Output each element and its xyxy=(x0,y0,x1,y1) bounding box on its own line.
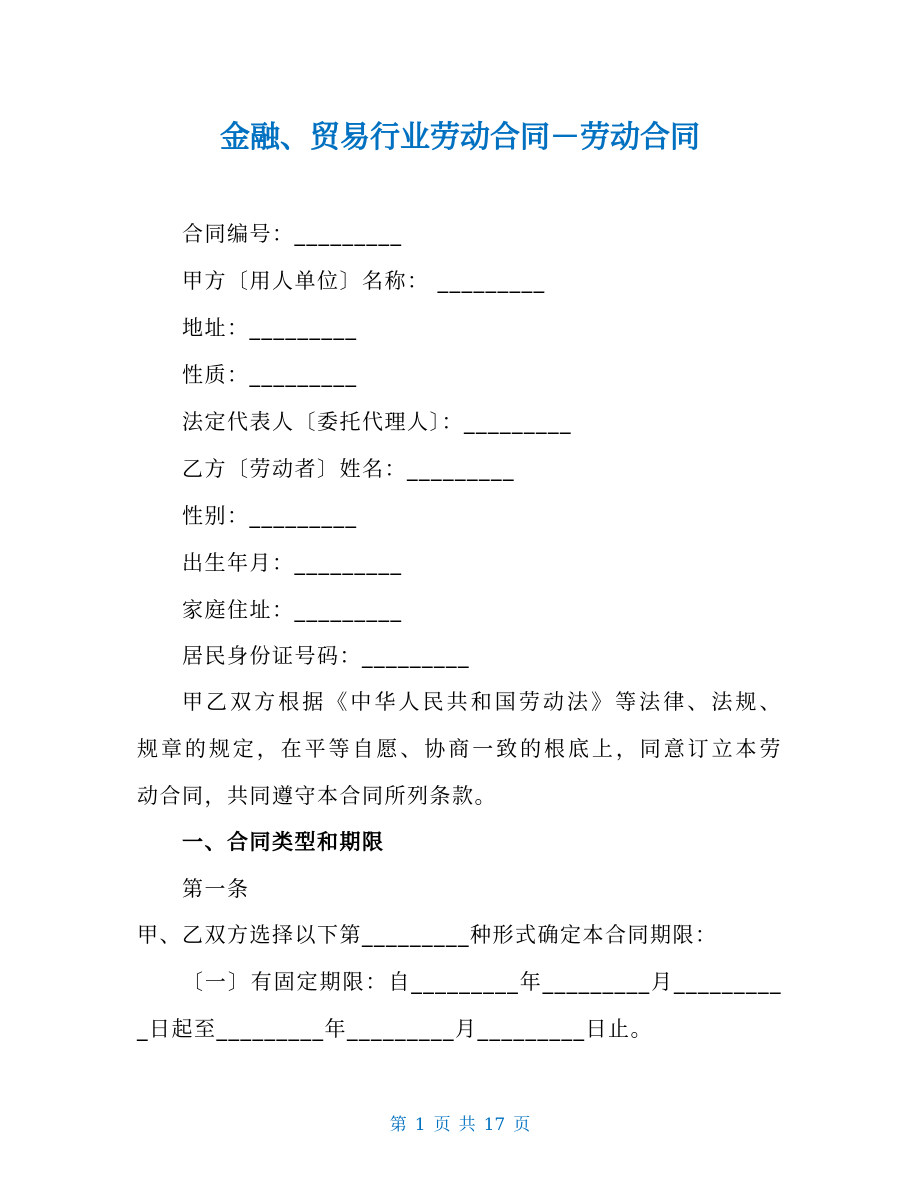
field-gender: 性别：_________ xyxy=(182,504,358,528)
total-page-count: 17 xyxy=(483,1115,506,1135)
footer-label: 第 xyxy=(389,1115,407,1135)
field-employer-name: 甲方〔用人单位〕名称： _________ xyxy=(182,269,546,293)
footer-label: 页 xyxy=(513,1115,531,1135)
footer-label: 页 xyxy=(433,1115,451,1135)
fixed-term-line: _日起至_________年_________月_________日止。 xyxy=(137,1017,653,1041)
field-birth-date: 出生年月：_________ xyxy=(182,551,403,575)
field-employee-name: 乙方〔劳动者〕姓名：_________ xyxy=(182,457,515,481)
intro-paragraph-line: 甲乙双方根据《中华人民共和国劳动法》等法律、法规、 xyxy=(182,690,782,714)
field-id-number: 居民身份证号码：_________ xyxy=(182,644,470,668)
field-home-address: 家庭住址：_________ xyxy=(182,598,403,622)
field-contract-number: 合同编号：_________ xyxy=(182,222,403,246)
page-footer xyxy=(0,1110,920,1140)
term-choice-line: 甲、乙双方选择以下第_________种形式确定本合同期限： xyxy=(137,923,718,947)
field-nature: 性质：_________ xyxy=(182,363,358,387)
field-legal-representative: 法定代表人〔委托代理人〕：_________ xyxy=(182,410,572,434)
field-address: 地址：_________ xyxy=(182,316,358,340)
intro-paragraph-line: 规章的规定，在平等自愿、协商一致的根底上，同意订立本劳 xyxy=(137,737,782,761)
article-label: 第一条 xyxy=(182,877,250,901)
footer-label: 共 xyxy=(458,1115,476,1135)
current-page-number: 1 xyxy=(414,1115,426,1135)
section-heading: 一、合同类型和期限 xyxy=(182,830,385,854)
document-title: 金融、贸易行业劳动合同－劳动合同 xyxy=(220,120,700,155)
intro-paragraph-line: 动合同，共同遵守本合同所列条款。 xyxy=(137,784,497,808)
fixed-term-line: 〔一〕有固定期限：自_________年_________月_________ xyxy=(182,970,782,994)
